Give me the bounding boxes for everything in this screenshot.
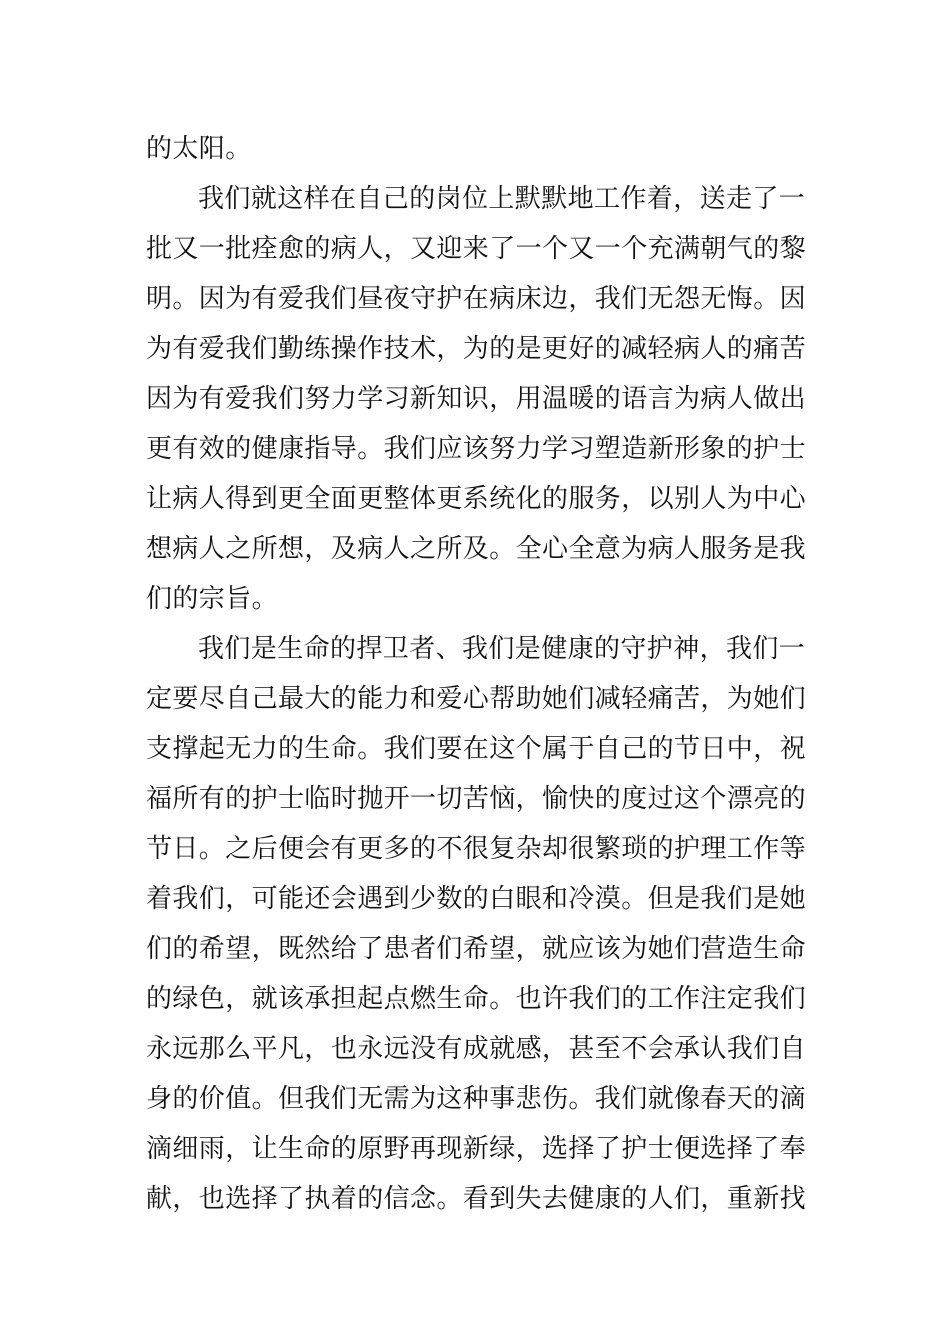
text-line: 献，也选择了执着的信念。看到失去健康的人们，重新找: [146, 1184, 807, 1214]
text-line: 想病人之所想，及病人之所及。全心全意为病人服务是我: [146, 534, 807, 564]
text-line: 福所有的护士临时抛开一切苦恼，愉快的度过这个漂亮的: [146, 784, 807, 814]
text-line: 更有效的健康指导。我们应该努力学习塑造新形象的护士: [146, 434, 807, 464]
text-line: 的太阳。: [146, 134, 252, 164]
document-body: [146, 124, 806, 1224]
text-line: 明。因为有爱我们昼夜守护在病床边，我们无怨无悔。因: [146, 284, 807, 314]
text-line: 身的价值。但我们无需为这种事悲伤。我们就像春天的滴: [146, 1084, 807, 1114]
text-line: 我们是生命的捍卫者、我们是健康的守护神，我们一: [198, 634, 806, 664]
text-line: 因为有爱我们努力学习新知识，用温暖的语言为病人做出: [146, 384, 807, 414]
text-line: 着我们，可能还会遇到少数的白眼和冷漠。但是我们是她: [146, 884, 807, 914]
text-line: 节日。之后便会有更多的不很复杂却很繁琐的护理工作等: [146, 834, 807, 864]
text-line: 滴细雨，让生命的原野再现新绿，选择了护士便选择了奉: [146, 1134, 807, 1164]
text-line: 的绿色，就该承担起点燃生命。也许我们的工作注定我们: [146, 984, 807, 1014]
text-line: 们的希望，既然给了患者们希望，就应该为她们营造生命: [146, 934, 807, 964]
text-line: 定要尽自己最大的能力和爱心帮助她们减轻痛苦，为她们: [146, 684, 807, 714]
text-line: 批又一批痊愈的病人，又迎来了一个又一个充满朝气的黎: [146, 234, 807, 264]
text-line: 支撑起无力的生命。我们要在这个属于自己的节日中，祝: [146, 734, 807, 764]
text-line: 们的宗旨。: [146, 584, 279, 614]
text-line: 让病人得到更全面更整体更系统化的服务，以别人为中心: [146, 484, 807, 514]
text-line: 永远那么平凡，也永远没有成就感，甚至不会承认我们自: [146, 1034, 807, 1064]
text-line: 为有爱我们勤练操作技术，为的是更好的减轻病人的痛苦: [146, 334, 807, 364]
text-line: 我们就这样在自己的岗位上默默地工作着，送走了一: [198, 184, 806, 214]
